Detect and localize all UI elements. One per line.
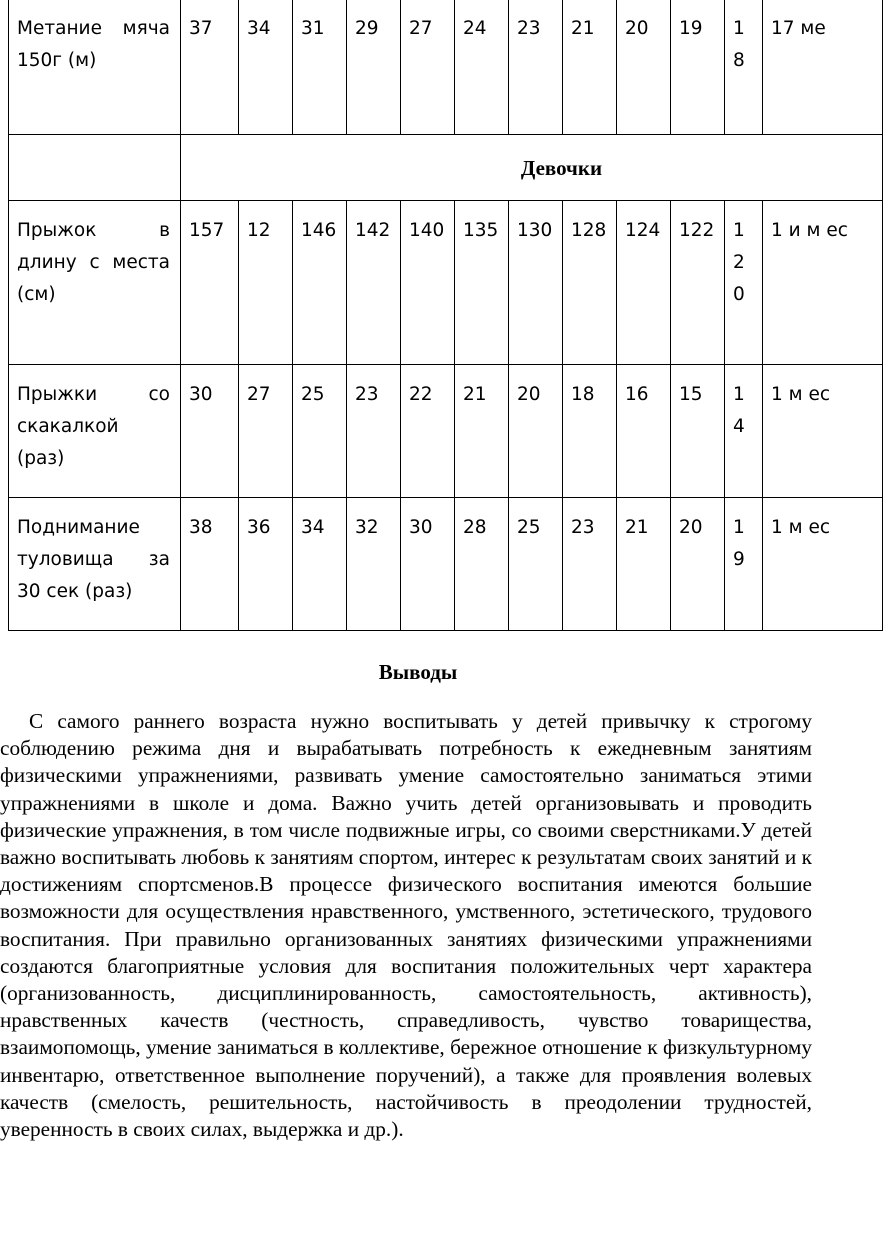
table-cell: 140	[401, 201, 455, 365]
table-cell: 130	[509, 201, 563, 365]
empty-cell	[9, 135, 181, 201]
table-cell: 28	[455, 498, 509, 631]
table-cell: 27	[239, 365, 293, 498]
table-cell: 38	[181, 498, 239, 631]
table-row-situps	[9, 498, 883, 631]
table-cell: 30	[181, 365, 239, 498]
table-cell: 19	[725, 498, 763, 631]
table-cell: 34	[239, 0, 293, 135]
table-row-long-jump	[9, 201, 883, 365]
row-label: Поднимание туловища за 30 сек (раз)	[9, 498, 181, 631]
table-cell: 24	[455, 0, 509, 135]
table-cell: 29	[347, 0, 401, 135]
table-cell: 20	[617, 0, 671, 135]
table-cell: 19	[671, 0, 725, 135]
table-cell: 1 м ес	[763, 365, 883, 498]
table-cell: 30	[401, 498, 455, 631]
table-row-jump-rope	[9, 365, 883, 498]
table-cell: 31	[293, 0, 347, 135]
table-cell: 18	[725, 0, 763, 135]
table-cell: 23	[509, 0, 563, 135]
table-cell: 146	[293, 201, 347, 365]
table-cell: 16	[617, 365, 671, 498]
table-cell: 23	[563, 498, 617, 631]
table-cell: 142	[347, 201, 401, 365]
table-cell: 25	[293, 365, 347, 498]
table-cell: 128	[563, 201, 617, 365]
norms-table	[8, 0, 883, 631]
conclusions-paragraph: С самого раннего возраста нужно воспитывать у детей привычку к строгому соблюдению режима дня и вырабатывать потребность к ежедневным занятиям физическими упражнениями, развивать умение самостоятельно заниматься этими упражнениями в школе и дома. Важно учить детей организовывать и проводить физические упражнения, в том числе подвижные игры, со своими сверстниками.У детей важно воспитывать любовь к занятиям спортом, интерес к результатам своих занятий и к достижениям спортсменов.В процессе физического воспитания имеются большие возможности для осуществления нравственного, умственного, эстетического, трудового воспитания. При правильно организованных занятиях физическими упражнениями создаются благоприятные условия для воспитания положительных черт характера (организованность, дисциплинированность, самостоятельность, активность), нравственных качеств (честность, справедливость, чувство товарищества, взаимопомощь, умение заниматься в коллективе, бережное отношение к физкультурному инвентарю, ответственное выполнение поручений), а также для проявления волевых качеств (смелость, решительность, настойчивость в преодолении трудностей, уверенность в своих силах, выдержка и др.).	[0, 709, 812, 1142]
table-row-ball-throw	[9, 0, 883, 135]
table-cell: 21	[617, 498, 671, 631]
table-cell: 18	[563, 365, 617, 498]
table-row-girls-header	[9, 135, 883, 201]
table-cell: 122	[671, 201, 725, 365]
table-cell: 34	[293, 498, 347, 631]
table-cell: 135	[455, 201, 509, 365]
table-cell: 32	[347, 498, 401, 631]
table-cell: 1 м ес	[763, 498, 883, 631]
table-cell: 120	[725, 201, 763, 365]
row-label: Прыжок в длину с места (см)	[9, 201, 181, 365]
table-cell: 124	[617, 201, 671, 365]
table-cell: 21	[455, 365, 509, 498]
table-cell: 21	[563, 0, 617, 135]
table-cell: 157	[181, 201, 239, 365]
table-cell: 1 и м ес	[763, 201, 883, 365]
table-cell: 25	[509, 498, 563, 631]
girls-section-header: Девочки	[181, 135, 883, 201]
table-cell: 15	[671, 365, 725, 498]
table-cell: 37	[181, 0, 239, 135]
row-label: Прыжки со скакалкой (раз)	[9, 365, 181, 498]
row-label: Метание мяча 150г (м)	[9, 0, 181, 135]
table-cell: 36	[239, 498, 293, 631]
table-cell: 27	[401, 0, 455, 135]
table-cell: 12	[239, 201, 293, 365]
table-cell: 17 ме	[763, 0, 883, 135]
table-cell: 20	[509, 365, 563, 498]
table-cell: 14	[725, 365, 763, 498]
table-cell: 22	[401, 365, 455, 498]
table-cell: 20	[671, 498, 725, 631]
table-cell: 23	[347, 365, 401, 498]
conclusions-heading: Выводы	[378, 660, 458, 684]
